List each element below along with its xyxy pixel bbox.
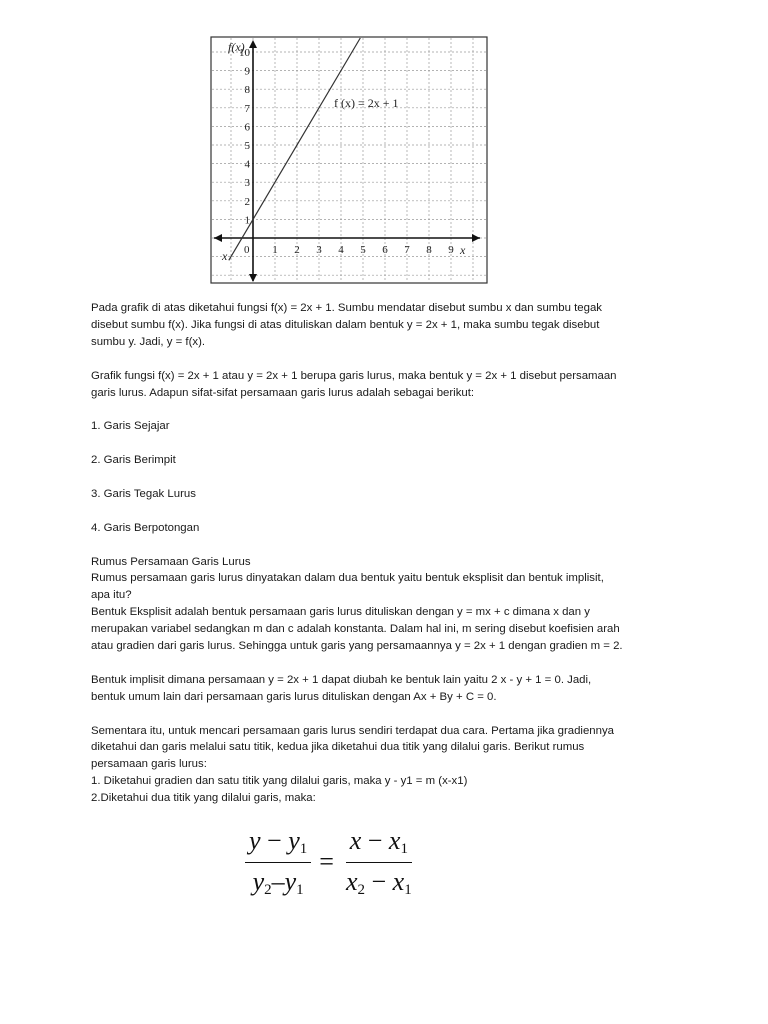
text-line: 2.Diketahui dua titik yang dilalui garis, maka: xyxy=(91,792,316,805)
text-line: persamaan garis lurus: xyxy=(91,758,207,771)
y-tick-label: 6 xyxy=(244,121,250,134)
body-text xyxy=(91,300,691,807)
var: y xyxy=(288,825,300,855)
two-point-formula xyxy=(245,826,416,898)
y-tick-label: 9 xyxy=(244,65,250,78)
y-tick-label: 4 xyxy=(244,158,250,171)
left-numerator xyxy=(245,826,311,863)
text-line: diketahui dan garis melalui satu titik, kedua jika diketahui dua titik yang dilalui garis. Berikut rumus xyxy=(91,741,585,754)
text-line: sumbu y. Jadi, y = f(x). xyxy=(91,335,206,348)
x-tick-label: 7 xyxy=(404,244,410,256)
right-fraction xyxy=(342,826,416,899)
var: x xyxy=(388,825,401,855)
x-axis-label: x xyxy=(460,243,466,257)
text-line: Rumus persamaan garis lurus dinyatakan dalam dua bentuk yaitu bentuk eksplisit dan bentuk implisit, xyxy=(91,572,604,585)
y-tick-label: 1 xyxy=(244,214,250,227)
subscript: 1 xyxy=(299,840,308,857)
right-numerator xyxy=(346,826,412,863)
y-tick-label: 8 xyxy=(244,84,250,97)
x-tick-label: 9 xyxy=(448,244,454,256)
text-line: Bentuk implisit dimana persamaan y = 2x + 1 dapat diubah ke bentuk lain yaitu 2 x - y + 1 = 0. Jadi, xyxy=(91,673,592,686)
right-denominator xyxy=(342,863,416,899)
y-axis-label: f(x) xyxy=(228,40,245,54)
paragraph-gap xyxy=(91,537,691,554)
var: x xyxy=(349,825,362,855)
left-fraction xyxy=(245,826,311,899)
text-line: Grafik fungsi f(x) = 2x + 1 atau y = 2x + 1 berupa garis lurus, maka bentuk y = 2x + 1 disebut persamaan xyxy=(91,369,617,382)
subscript: 2 xyxy=(357,881,365,898)
text-line: apa itu? xyxy=(91,589,132,602)
text-line: 4. Garis Berpotongan xyxy=(91,521,200,534)
text-line: 1. Garis Sejajar xyxy=(91,420,170,433)
x-tick-label: 4 xyxy=(338,244,344,256)
y-tick-label: 2 xyxy=(244,195,250,208)
x-tick-label: 3 xyxy=(316,244,322,256)
subscript: 1 xyxy=(400,840,408,857)
y-tick-label: 5 xyxy=(244,140,250,152)
paragraph-gap xyxy=(91,706,691,723)
paragraph-gap xyxy=(91,503,691,520)
var: y xyxy=(284,866,297,896)
paragraph-gap xyxy=(91,469,691,486)
x-tick-label: 6 xyxy=(382,244,388,256)
var: y xyxy=(249,825,261,855)
negative-x-label: x xyxy=(222,249,228,263)
minus-sign: − xyxy=(267,825,282,855)
y-tick-label: 7 xyxy=(244,102,250,115)
var: y xyxy=(252,866,265,896)
minus-sign: − xyxy=(367,825,383,855)
text-line: 1. Diketahui gradien dan satu titik yang dilalui garis, maka y - y1 = m (x-x1) xyxy=(91,775,468,788)
text-line: Rumus Persamaan Garis Lurus xyxy=(91,555,251,568)
text-line: disebut sumbu f(x). Jika fungsi di atas dituliskan dalam bentuk y = 2x + 1, maka sumbu tegak disebut xyxy=(91,318,600,331)
x-tick-label: 5 xyxy=(360,244,366,256)
function-graph xyxy=(210,36,488,284)
paragraph-gap xyxy=(91,655,691,672)
text-line: 3. Garis Tegak Lurus xyxy=(91,487,196,500)
function-label: f (x) = 2x + 1 xyxy=(334,96,399,110)
text-line: 2. Garis Berimpit xyxy=(91,454,176,467)
left-denominator xyxy=(249,863,308,899)
text-line: Sementara itu, untuk mencari persamaan garis lurus sendiri terdapat dua cara. Pertama jika gradiennya xyxy=(91,724,614,737)
y-tick-label: 3 xyxy=(244,177,250,190)
minus-sign: – xyxy=(271,866,285,896)
paragraph-gap xyxy=(91,351,691,368)
subscript: 2 xyxy=(264,881,272,898)
x-tick-label: 1 xyxy=(272,244,278,256)
x-tick-label: 2 xyxy=(294,244,300,256)
paragraph-gap xyxy=(91,401,691,418)
var: x xyxy=(392,866,405,896)
text-line: atau gradien dari garis lurus. Sehingga untuk garis yang persamaannya y = 2x + 1 dengan gradien m = 2. xyxy=(91,640,623,653)
graph-svg xyxy=(210,36,488,284)
text-line: Pada grafik di atas diketahui fungsi f(x) = 2x + 1. Sumbu mendatar disebut sumbu x dan sumbu tegak xyxy=(91,302,602,314)
text-line: garis lurus. Adapun sifat-sifat persamaan garis lurus adalah sebagai berikut: xyxy=(91,386,475,399)
origin-label: 0 xyxy=(244,244,250,256)
minus-sign: − xyxy=(371,866,387,896)
text-line: merupakan variabel sedangkan m dan c adalah konstanta. Dalam hal ini, m sering disebut koefisien arah xyxy=(91,623,620,636)
subscript: 1 xyxy=(404,881,412,898)
equals-sign: = xyxy=(319,847,334,876)
text-line: bentuk umum lain dari persamaan garis lurus dituliskan dengan Ax + By + C = 0. xyxy=(91,690,497,703)
paragraph-gap xyxy=(91,435,691,452)
text-line: Bentuk Eksplisit adalah bentuk persamaan garis lurus dituliskan dengan y = mx + c dimana x dan y xyxy=(91,606,590,619)
subscript: 1 xyxy=(296,881,304,898)
var: x xyxy=(345,866,358,896)
y-tick-label: 10 xyxy=(239,47,250,59)
x-tick-label: 8 xyxy=(426,244,432,256)
